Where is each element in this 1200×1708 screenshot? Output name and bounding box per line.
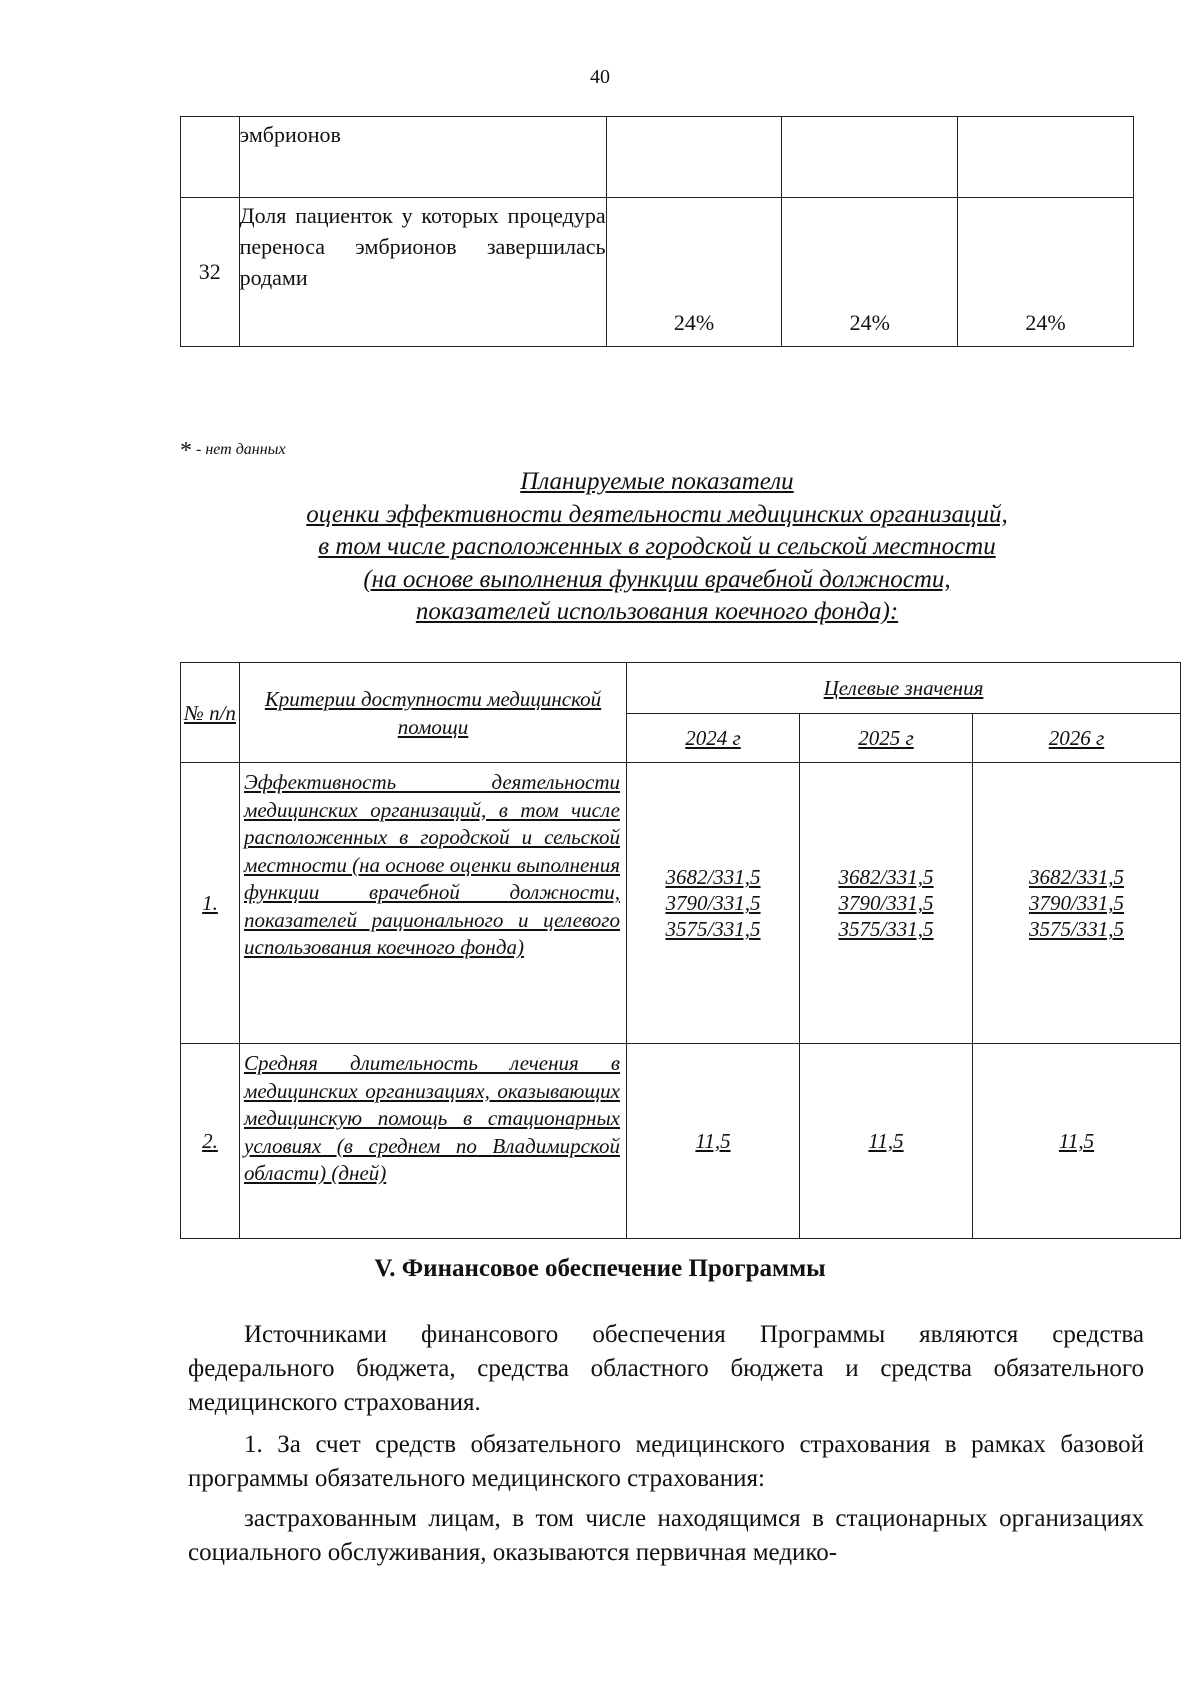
row-value: 24% (958, 198, 1134, 347)
row-values (973, 1044, 1181, 1239)
header-number: № п/п (181, 663, 240, 763)
row-value (606, 117, 782, 198)
header-year: 2025 г (800, 714, 973, 763)
top-table (180, 116, 1134, 347)
header-year: 2024 г (627, 714, 800, 763)
row-value (782, 117, 958, 198)
heading-line: в том числе расположенных в городской и сельской местности (318, 533, 996, 560)
heading-line: оценки эффективности деятельности медицинских организаций, (306, 500, 1008, 528)
heading-line: Планируемые показатели (520, 468, 794, 495)
row-value: 24% (782, 198, 958, 347)
row-values (627, 1044, 800, 1239)
value: 3575/331,5 (838, 917, 934, 941)
value: 3682/331,5 (1028, 865, 1125, 889)
value: 3575/331,5 (1028, 917, 1125, 941)
section-title: V. Финансовое обеспечение Программы (374, 1255, 826, 1282)
row-values (800, 1044, 973, 1239)
value: 3790/331,5 (838, 891, 934, 915)
paragraph: застрахованным лицам, в том числе находящимся в стационарных организациях социального обслуживания, оказываются первичная медико- (188, 1505, 1144, 1566)
value: 11,5 (1058, 1129, 1095, 1153)
footnote-star: * (180, 438, 192, 464)
row-text: эмбрионов (239, 117, 606, 198)
heading-line: (на основе выполнения функции врачебной должности, (363, 565, 951, 593)
value: 11,5 (695, 1129, 731, 1153)
page-number: 40 (590, 66, 610, 88)
row-values (800, 763, 973, 1044)
row-value (958, 117, 1134, 198)
value: 3575/331,5 (665, 917, 761, 941)
header-row (181, 663, 1181, 714)
row-criterion: Эффективность деятельности медицинских организаций, в том числе расположенных в городской и сельской местности (на основе оценки выполнения функции врачебной должности, показателей рационального и целевого использования коечного фонда) (240, 763, 627, 1044)
footnote (180, 438, 286, 465)
footnote-text: - нет данных (196, 441, 286, 458)
row-number: 2. (181, 1044, 240, 1239)
value: 3790/331,5 (665, 891, 761, 915)
table-row (181, 117, 1134, 198)
header-targets: Целевые значения (627, 663, 1181, 714)
value: 3682/331,5 (838, 865, 934, 889)
value: 11,5 (868, 1129, 904, 1153)
row-text: Доля пациенток у которых процедура переноса эмбрионов завершилась родами (239, 198, 606, 347)
value: 3682/331,5 (665, 865, 761, 889)
value: 3790/331,5 (1028, 891, 1125, 915)
paragraph: 1. За счет средств обязательного медицинского страхования в рамках базовой программы обязательного медицинского страхования: (188, 1431, 1144, 1492)
header-year: 2026 г (973, 714, 1181, 763)
table-row (181, 198, 1134, 347)
paragraph: Источниками финансового обеспечения Программы являются средства федерального бюджета, средства областного бюджета и средства обязательного медицинского страхования. (188, 1321, 1144, 1416)
header-criteria: Критерии доступности медицинской помощи (240, 663, 627, 763)
table-heading (180, 466, 1134, 629)
heading-line: показателей использования коечного фонда): (415, 598, 899, 625)
table-row (181, 763, 1181, 1044)
table-row (181, 1044, 1181, 1239)
row-value: 24% (606, 198, 782, 347)
row-values (627, 763, 800, 1044)
row-number: 1. (181, 763, 240, 1044)
row-criterion: Средняя длительность лечения в медицинских организациях, оказывающих медицинскую помощь в стационарных условиях (в среднем по Владимирской области) (дней) (240, 1044, 627, 1239)
row-values (973, 763, 1181, 1044)
row-number (181, 117, 240, 198)
criteria-table (180, 662, 1181, 1239)
row-number: 32 (181, 198, 240, 347)
